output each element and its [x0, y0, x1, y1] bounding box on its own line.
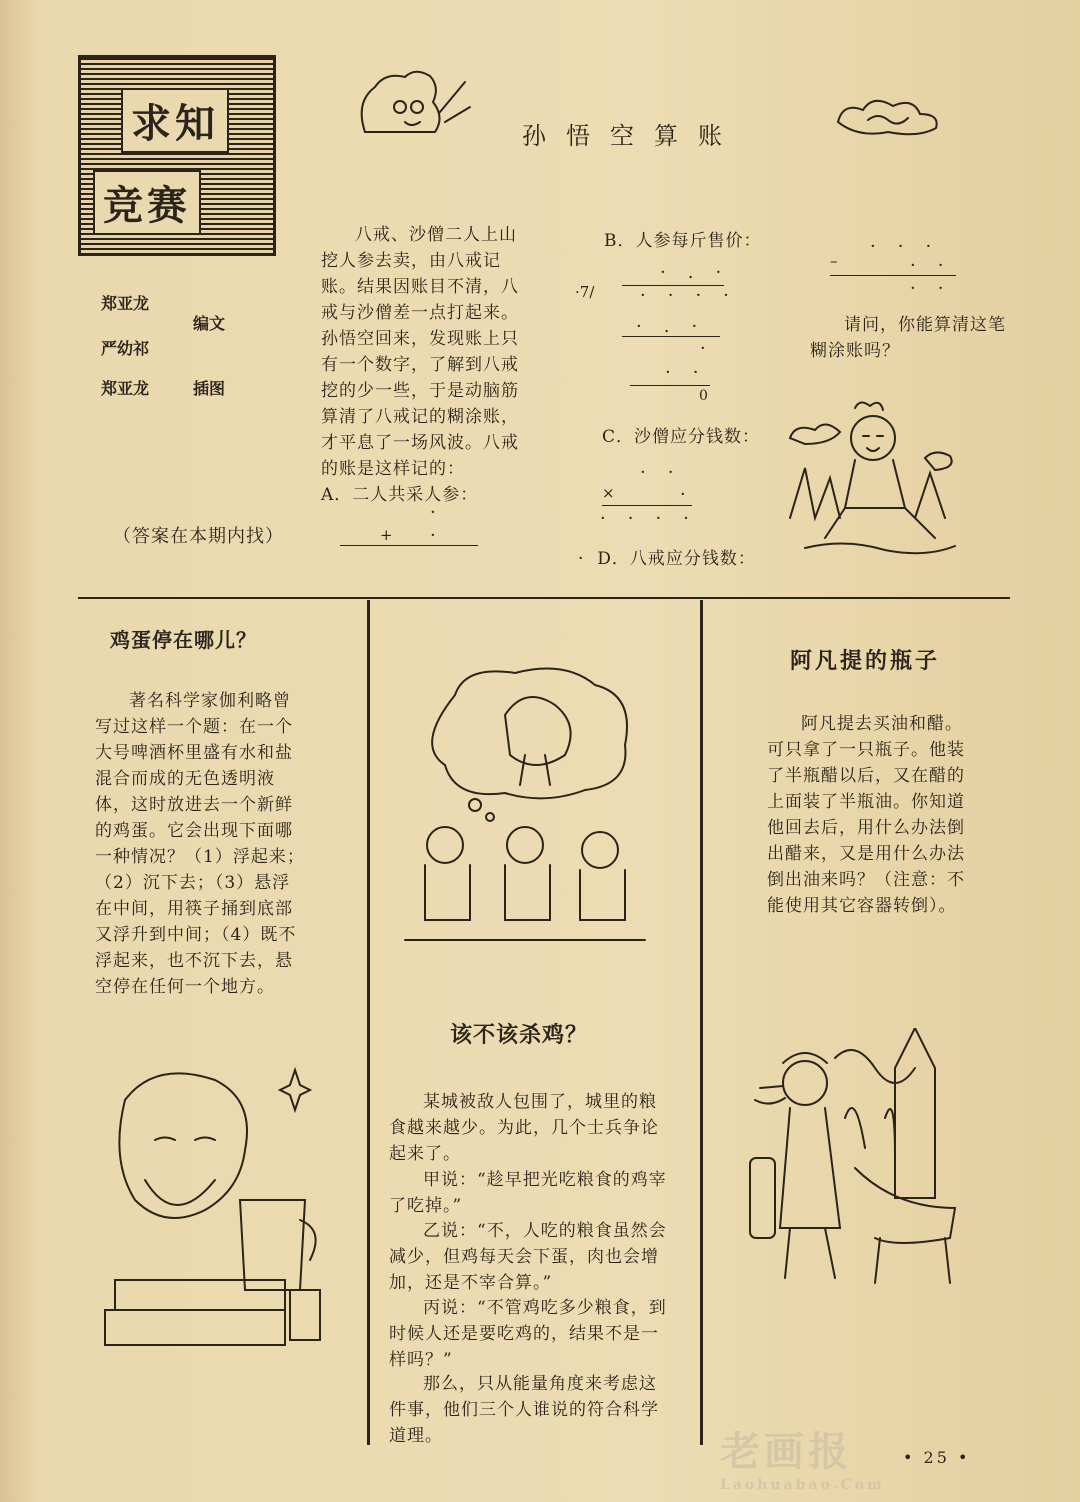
watermark-url: Laohuabao.Com	[720, 1477, 885, 1493]
egg-title: 鸡蛋停在哪儿？	[110, 628, 257, 652]
item-d-text: D．八戒应分钱数：	[597, 549, 756, 569]
right-dots-3: ··	[910, 278, 966, 299]
section-divider	[78, 597, 1010, 599]
item-a-dots: ·	[430, 502, 458, 523]
item-b-dots-3: ·.·	[636, 316, 720, 337]
column-divider-right	[700, 600, 703, 1445]
chicken-para-3: 乙说：“不，人吃的粮食虽然会减少，但鸡每天会下蛋，肉也会增加，还是不宰合算。”	[389, 1221, 667, 1293]
times-sign: ×	[602, 484, 615, 502]
watermark-text: 老画报	[720, 1428, 852, 1475]
column-divider-left	[367, 600, 370, 1445]
chicken-title: 该不该杀鸡？	[450, 1022, 589, 1048]
item-c-dots-1: ··	[640, 462, 696, 483]
item-b-dots-4: ·	[700, 338, 728, 359]
item-c-label: C．沙僧应分钱数：	[602, 427, 761, 447]
role-edit: 编文	[193, 314, 226, 333]
galileo-illustration	[95, 1060, 330, 1365]
monkey-king-illustration	[785, 398, 960, 563]
chicken-para-1: 某城被敌人包围了，城里的粮食越来越少。为此，几个士兵争论起来了。	[389, 1092, 659, 1164]
item-b-label: B．人参每斤售价：	[604, 231, 762, 251]
item-c-dots-2: ·	[680, 484, 708, 505]
chicken-para-4: 丙说：“不管鸡吃多少粮食，到时候人还是要吃鸡的，结果不是一样吗？”	[389, 1298, 667, 1370]
item-c-dots-3: ····	[600, 508, 711, 529]
item-a-label: A．二人共采人参：	[321, 485, 479, 505]
quiz-logo	[78, 55, 276, 256]
divisor-value: 7	[579, 283, 590, 301]
division-rule-3	[630, 385, 710, 386]
item-a-plus: +	[380, 526, 393, 544]
watermark	[720, 1420, 885, 1493]
page-number: • 25 •	[903, 1448, 971, 1467]
remainder-zero: 0	[699, 388, 708, 404]
chicken-para-2: 甲说：“趁早把光吃粮食的鸡宰了吃掉。”	[389, 1170, 667, 1216]
chicken-para-5: 那么，只从能量角度来考虑这件事，他们三个人谁说的符合科学道理。	[389, 1374, 659, 1446]
soldiers-chicken-illustration	[395, 655, 655, 945]
article-title: 孙悟空算账	[522, 122, 742, 150]
bottle-text: 阿凡提去买油和醋。可只拿了一只瓶子。他装了半瓶醋以后，又在醋的上面装了半瓶油。你知道他回去后，用什么办法倒出醋来，又是用什么办法倒出油来吗？（注意：不能使用其它容器转倒）。	[767, 714, 965, 916]
item-a-dots-2: ·	[430, 525, 458, 546]
divisor: ·7/	[575, 283, 595, 301]
story-paragraph: 八戒、沙僧二人上山挖人参去卖，由八戒记账。结果因账目不清，八戒与沙僧差一点打起来。孙悟空回来，发现账上只有一个数字，了解到八戒挖的少一些，于是动脑筋算清了八戒记的糊涂账，才平息了一场风波。八戒的账是这样记的：	[321, 225, 519, 479]
author-name-2: 严幼祁	[101, 339, 150, 358]
author-name-1: 郑亚龙	[101, 294, 150, 313]
role-illustration: 插图	[193, 379, 226, 398]
question-text: 请问，你能算清这笔糊涂账吗？	[810, 315, 1006, 361]
item-d-label: · D．八戒应分钱数：	[578, 549, 756, 569]
right-dots-2: ··	[910, 255, 966, 276]
minus-sign: –	[830, 252, 838, 270]
afanti-donkey-illustration	[745, 1028, 975, 1298]
division-rule-2	[622, 336, 720, 337]
bottle-title: 阿凡提的瓶子	[790, 648, 941, 674]
item-b-dots-1: ·.·	[660, 262, 744, 283]
multiplication-rule	[602, 505, 692, 506]
illustrator-name: 郑亚龙	[101, 379, 150, 398]
item-b-dots-5: ··	[665, 362, 721, 383]
logo-text-bottom: 竞赛	[93, 170, 201, 235]
logo-text-top: 求知	[121, 88, 229, 153]
pigsy-illustration	[345, 62, 475, 142]
cloud-illustration	[828, 92, 948, 142]
item-b-dots-2: ····	[640, 285, 751, 306]
answer-note: （答案在本期内找）	[113, 526, 284, 547]
right-dots-1: ···	[870, 236, 954, 257]
egg-text: 著名科学家伽利略曾写过这样一个题：在一个大号啤酒杯里盛有水和盐混合而成的无色透明液体，这时放进去一个新鲜的鸡蛋。它会出现下面哪一种情况？（1）浮起来；（2）沉下去；（3）悬浮在中间，用筷子捅到底部又浮升到中间；（4）既不浮起来，也不沉下去，悬空停在任何一个地方。	[95, 691, 305, 997]
